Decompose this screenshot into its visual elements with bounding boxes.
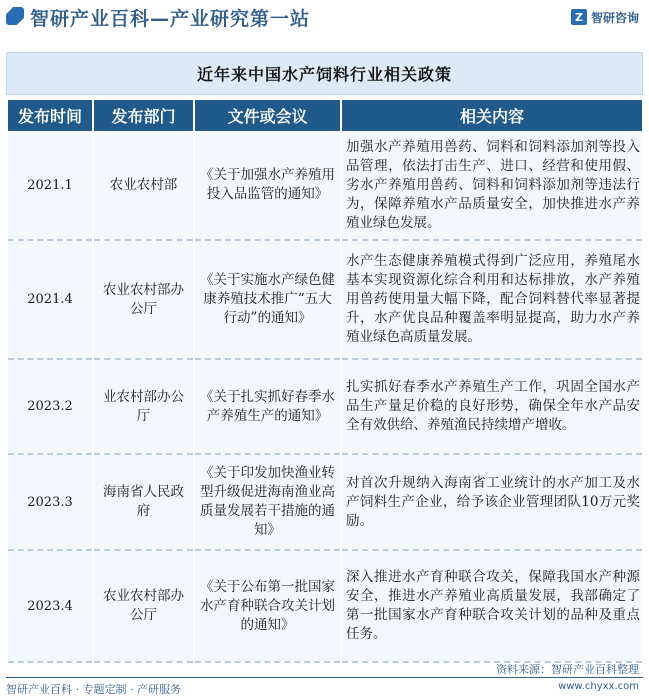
- table-row: [8, 131, 642, 240]
- cell-department: 业农村部办公厅: [93, 359, 194, 454]
- cell-document: 《关于实施水产绿色健康养殖技术推广“五大行动”的通知》: [194, 240, 341, 359]
- cell-department: 海南省人民政府: [93, 454, 194, 550]
- brand: [571, 8, 639, 26]
- cell-content: 深入推进水产育种联合攻关，保障我国水产种源安全，推进水产养殖业高质量发展，我部确定了第一批国家水产育种联合攻关计划的品种及重点任务。: [341, 550, 642, 662]
- cell-department: 农业农村部办公厅: [93, 550, 194, 662]
- policy-table: [8, 100, 642, 663]
- cell-content: 水产生态健康养殖模式得到广泛应用，养殖尾水基本实现资源化综合利用和达标排放，水产养殖用兽药使用量大幅下降，配合饲料替代率显著提升，水产优良品种覆盖率明显提高，助力水产养殖业绿色高质量发展。: [341, 240, 642, 359]
- cell-department: 农业农村部: [93, 131, 194, 240]
- cell-date: 2023.2: [8, 359, 93, 454]
- cell-document: 《关于扎实抓好春季水产养殖生产的通知》: [194, 359, 341, 454]
- title-band: [6, 52, 643, 95]
- cell-document: 《关于印发加快渔业转型升级促进海南渔业高质量发展若干措施的通知》: [194, 454, 341, 550]
- cell-content: 对首次升规纳入海南省工业统计的水产加工及水产饲料生产企业，给予该企业管理团队10万元奖励。: [341, 454, 642, 550]
- table-row: [8, 359, 642, 454]
- column-header-content: 相关内容: [341, 100, 642, 131]
- column-header-document: 文件或会议: [194, 100, 341, 131]
- cell-date: 2023.3: [8, 454, 93, 550]
- site-title: 智研产业百科—产业研究第一站: [30, 8, 311, 30]
- footer-website: www.chyxx.com: [558, 681, 639, 692]
- table-row: [8, 240, 642, 359]
- footer-divider: [6, 677, 643, 678]
- cell-date: 2023.4: [8, 550, 93, 662]
- cell-date: 2021.1: [8, 131, 93, 240]
- cell-document: 《关于公布第一批国家水产育种联合攻关计划的通知》: [194, 550, 341, 662]
- cell-content: 扎实抓好春季水产养殖生产工作，巩固全国水产品生产量足价稳的良好形势，确保全年水产品安全有效供给、养殖渔民持续增产增收。: [341, 359, 642, 454]
- cell-content: 加强水产养殖用兽药、饲料和饲料添加剂等投入品管理，依法打击生产、进口、经营和使用假、劣水产养殖用兽药、饲料和饲料添加剂等违法行为，保障养殖水产品质量安全，加快推进水产养殖业绿色发展。: [341, 131, 642, 240]
- brand-name: 智研咨询: [590, 10, 639, 25]
- column-header-date: 发布时间: [8, 100, 93, 131]
- table-title: 近年来中国水产饲料行业相关政策: [196, 65, 452, 84]
- brand-logo-icon: Z: [571, 9, 587, 25]
- source-note: 资料来源：智研产业百科整理: [496, 663, 639, 676]
- cell-department: 农业农村部办公厅: [93, 240, 194, 359]
- cell-document: 《关于加强水产养殖用投入品监管的通知》: [194, 131, 341, 240]
- table-row: [8, 454, 642, 550]
- cell-date: 2021.4: [8, 240, 93, 359]
- table-row: [8, 550, 642, 662]
- table-header-row: [8, 100, 642, 131]
- top-bar: [0, 0, 649, 38]
- site-logo-icon: [6, 7, 24, 25]
- footer-tagline: 智研产业百科 · 专题定制 · 产研服务: [6, 683, 181, 696]
- column-header-department: 发布部门: [93, 100, 194, 131]
